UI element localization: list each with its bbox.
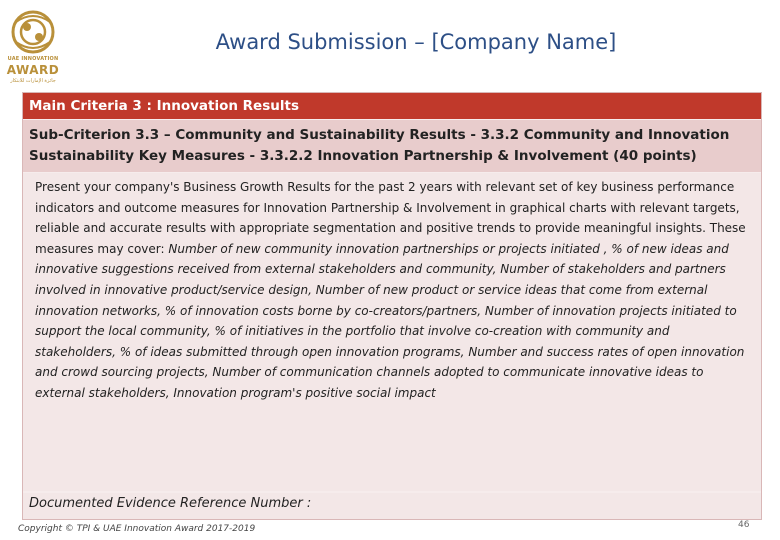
logo-top-text: UAE INNOVATION xyxy=(7,56,59,62)
suggested-measures: Number of new community innovation partnerships or projects initiated , % of new ideas and innovative suggestions received from external stakeholders and community, Number of stakeholders and partners involved in innovative product/service design, Number of new product or service ideas that come from external innovation networks, % of innovation costs borne by co-creators/partners, Number of innovation projects initiated to support the local community, % of initiatives in the portfolio that involve co-creation with community and stakeholders, % of ideas submitted through open innovation programs, Number and success rates of open innovation and crowd sourcing projects, Number of communication channels adopted to communicate innovative ideas to external stakeholders, Innovation program's positive social impact xyxy=(35,241,745,400)
main-criteria-header: Main Criteria 3 : Innovation Results xyxy=(23,93,761,119)
submission-text-area[interactable] xyxy=(23,173,761,491)
evidence-reference-field[interactable]: Documented Evidence Reference Number : xyxy=(23,493,761,519)
page-number: 46 xyxy=(738,520,750,530)
instructions-intro: Present your company's Business Growth Results for the past 2 years with relevant set of key business performance indicators and outcome measures for Innovation Partnership & Involvement in graphical charts with relevant targets, reliable and accurate results with appropriate segmentation and positive trends to provide meaningful insights. These measures may cover: xyxy=(35,180,746,256)
logo-arabic-text: جائزة الإمارات للابتكار xyxy=(10,78,56,84)
page-title: Award Submission – [Company Name] xyxy=(215,30,617,54)
criteria-panel xyxy=(22,92,762,520)
logo-main-text: AWARD xyxy=(6,63,60,77)
sub-criterion-heading: Sub-Criterion 3.3 – Community and Sustainability Results - 3.3.2 Community and Innovation Sustainability Key Measures - 3.3.2.2 Innovation Partnership & Involvement (40 points) xyxy=(23,120,761,172)
copyright-text: Copyright © TPI & UAE Innovation Award 2017-2019 xyxy=(18,524,256,534)
